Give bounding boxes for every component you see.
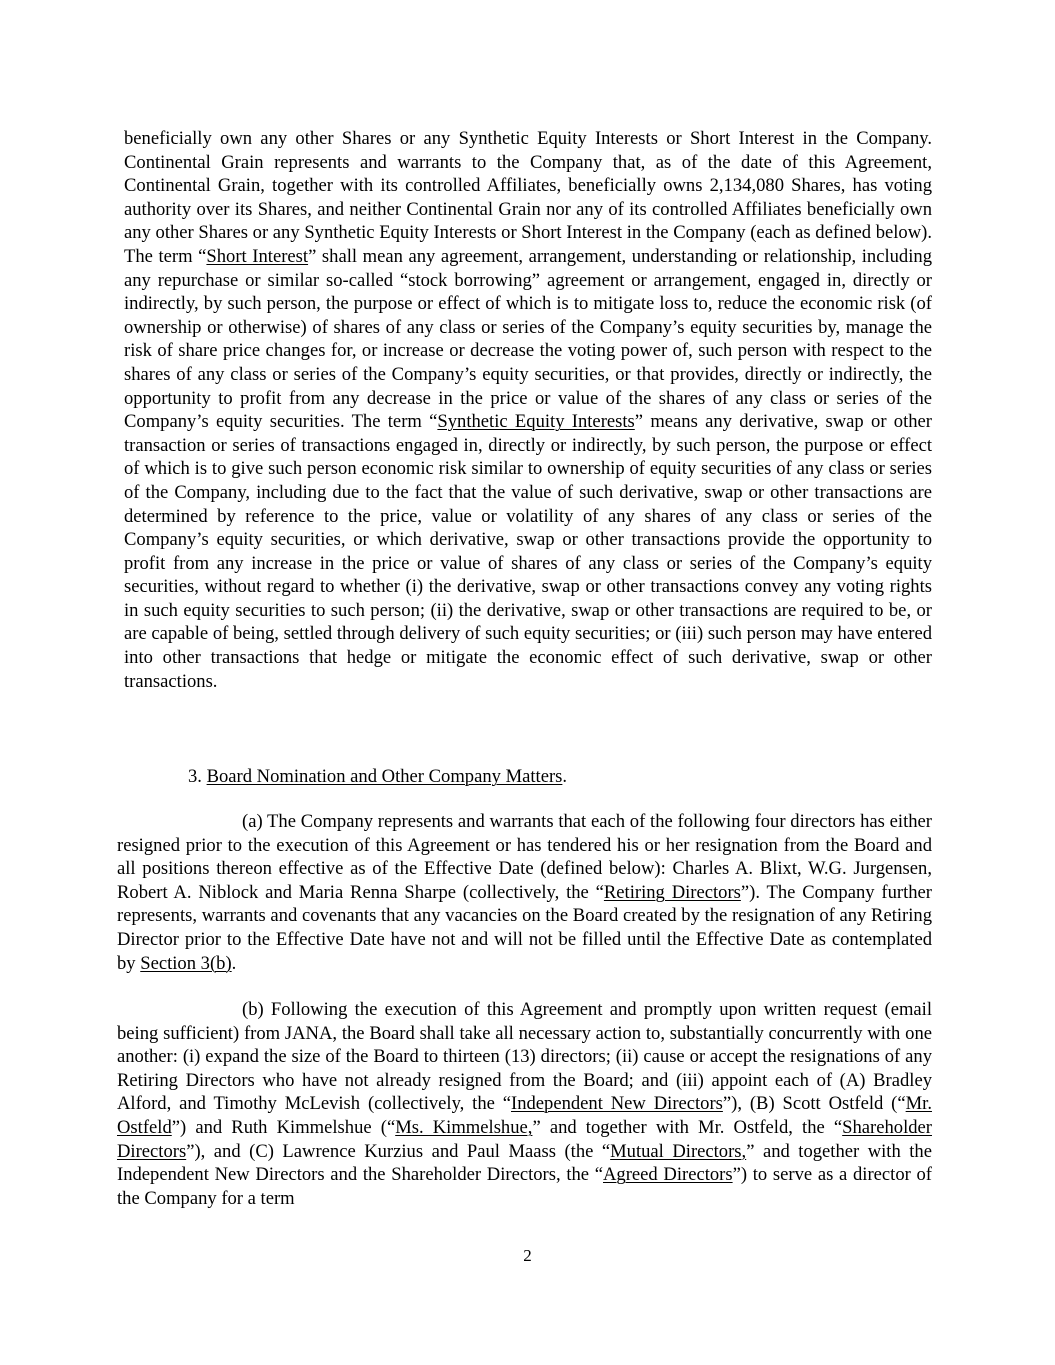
text-run: ”), and (C) Lawrence Kurzius and Paul Maass (the “: [186, 1140, 611, 1162]
defined-term-mr-ostfeld: Mr. Ostfeld: [117, 1093, 932, 1138]
text-run: (a) The Company represents and warrants that each of the following four directors has either resigned prior to the execution of this Agreement or has tendered his or her resignation from the Board and all positions thereon effective as of the Effective Date (defined below): Charles A. Blixt, W.G. Jurgensen, Robert A. Niblock and Maria Renna Sharpe (collectively, the “: [117, 811, 932, 903]
defined-term-agreed-directors: Agreed Directors: [603, 1164, 733, 1186]
defined-term-synthetic-equity-interests: Synthetic Equity Interests: [437, 411, 635, 433]
section-title: Board Nomination and Other Company Matters: [206, 766, 563, 787]
text-run: beneficially own any other Shares or any Synthetic Equity Interests or Short Interest in the Company. Continental Grain represents and warrants to the Company that, as of the date of this Agreement, Continental Grain, together with its controlled Affiliates, beneficially owns 2,134,080 Shares, has voting authority over its Shares, and neither Continental Grain nor any of its controlled Affiliates beneficially own any other Shares or any Synthetic Equity Interests or Short Interest in the Company (each as defined below). The term “: [124, 128, 932, 267]
text-run: ”) and Ruth Kimmelshue (“: [171, 1116, 396, 1138]
text-run: ” means any derivative, swap or other transaction or series of transactions engaged in, directly or indirectly, by such person, the purpose or effect of which is to give such person economic risk similar to ownership of equity securities of any class or series of the Company, including due to the fact that the value of such derivative, swap or other transactions are determined by reference to the price, value or volatility of any shares of any class or series of the Company’s equity securities, or which derivative, swap or other transactions provide the opportunity to profit from any increase in the price or value of shares of any class or series of the Company’s equity securities, without regard to whether (i) the derivative, swap or other transactions convey any voting rights in such equity securities to such person; (ii) the derivative, swap or other transactions are required to be, or are capable of being, settled through delivery of such equity securities; or (iii) such person may have entered into other transactions that hedge or mitigate the economic effect of such derivative, swap or other transactions.: [124, 411, 933, 692]
paragraph-share-ownership-definitions: [124, 127, 932, 693]
defined-term-short-interest: Short Interest: [206, 245, 309, 267]
text-run: ” and together with Mr. Ostfeld, the “: [532, 1116, 843, 1138]
text-run: ”) to serve as a director of the Company for a term: [117, 1164, 932, 1209]
defined-term-shareholder-directors: Shareholder Directors: [117, 1116, 932, 1162]
text-run: .: [231, 952, 237, 974]
defined-term-ms-kimmelshue: Ms. Kimmelshue,: [395, 1116, 533, 1138]
cross-reference-section-3b: Section 3(b): [140, 952, 232, 974]
text-run: ”). The Company further represents, warrants and covenants that any vacancies on the Board created by the resignation of any Retiring Director prior to the Effective Date have not and will not be filled until the Effective Date as contemplated by: [117, 881, 932, 974]
page-number: 2: [523, 1246, 532, 1265]
paragraph-3b-agreed-directors: [117, 998, 932, 1210]
text-run: ”), (B) Scott Ostfeld (“: [722, 1093, 906, 1115]
paragraph-3a-retiring-directors: [117, 810, 932, 975]
defined-term-independent-new-directors: Independent New Directors: [511, 1093, 723, 1115]
section-heading-3: [188, 765, 888, 789]
section-title-period: .: [562, 766, 568, 787]
section-number: 3.: [188, 766, 207, 787]
text-run: (b) Following the execution of this Agreement and promptly upon written request (email being sufficient) from JANA, the Board shall take all necessary action to, substantially concurrently with one another: (i) expand the size of the Board to thirteen (13) directors; (ii) cause or accept the resignations of any Retiring Directors who have not already resigned from the Board; and (iii) appoint each of (A) Bradley Alford, and Timothy McLevish (collectively, the “: [117, 999, 932, 1115]
text-run: ” shall mean any agreement, arrangement, understanding or relationship, including any repurchase or similar so-called “stock borrowing” agreement or arrangement, engaged in, directly or indirectly, by such person, the purpose or effect of which is to mitigate loss to, reduce the economic risk (of ownership or otherwise) of shares of any class or series of the Company’s equity securities by, manage the risk of share price changes for, or increase or decrease the voting power of, such person with respect to the shares of any class or series of the Company’s equity securities, or that provides, directly or indirectly, the opportunity to profit from any decrease in the price or value of the shares of any class or series of the Company’s equity securities. The term “: [124, 245, 932, 433]
text-run: ” and together with the Independent New Directors and the Shareholder Directors, the “: [117, 1140, 932, 1186]
defined-term-mutual-directors: Mutual Directors,: [610, 1140, 747, 1162]
defined-term-retiring-directors: Retiring Directors: [603, 881, 741, 903]
